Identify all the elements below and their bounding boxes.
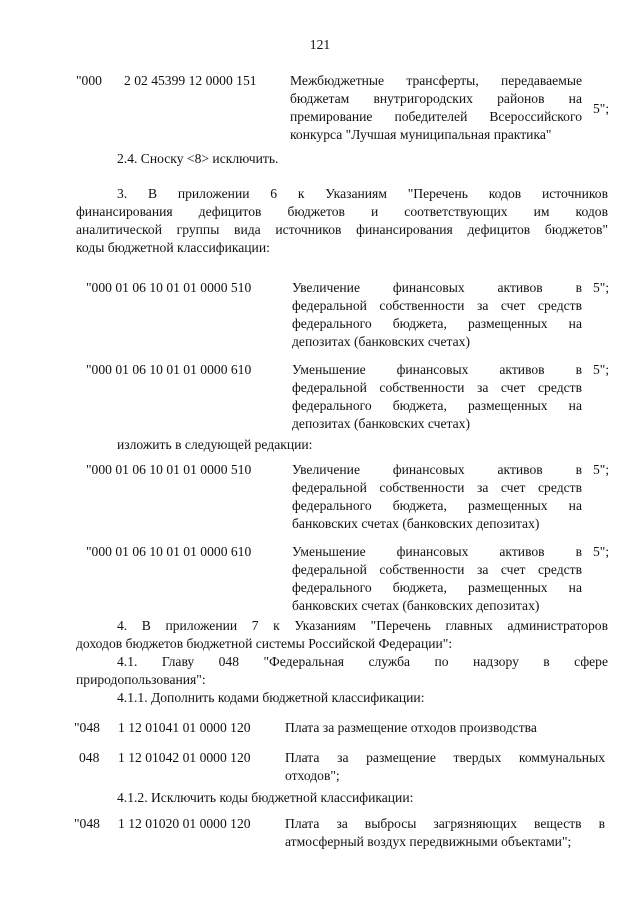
budget-code: 1 12 01042 01 0000 120 xyxy=(118,750,251,765)
table-tail: 5"; xyxy=(593,544,610,559)
code-description-line: Увеличение финансовых активов в xyxy=(292,280,582,295)
budget-code: "000 01 06 10 01 01 0000 510 xyxy=(86,280,252,295)
table-tail: 5"; xyxy=(593,362,610,377)
page-number: 121 xyxy=(309,37,331,52)
paragraph: 4.1.1. Дополнить кодами бюджетной классификации: xyxy=(117,690,425,705)
admin-code: "000 xyxy=(76,73,102,88)
budget-code: "000 01 06 10 01 01 0000 610 xyxy=(86,362,252,377)
table-tail: 5"; xyxy=(593,462,610,477)
paragraph-line: финансирования дефицитов бюджетов и соответствующих им кодов xyxy=(76,204,608,219)
code-description-line: банковских счетах (банковских депозитах) xyxy=(292,516,540,531)
code-description-line: депозитах (банковских счетах) xyxy=(292,334,471,349)
code-description-line: Уменьшение финансовых активов в xyxy=(292,544,582,559)
paragraph-line: доходов бюджетов бюджетной системы Российской Федерации": xyxy=(76,636,453,651)
code-description-line: конкурса "Лучшая муниципальная практика" xyxy=(290,127,552,142)
paragraph-line: 3. В приложении 6 к Указаниям "Перечень кодов источников xyxy=(117,186,608,201)
code-description-line: премирование победителей Всероссийского xyxy=(290,109,582,124)
code-description-line: федерального бюджета, размещенных на xyxy=(292,398,582,413)
code-description-line: Плата за размещение отходов производства xyxy=(285,720,537,735)
admin-code: 048 xyxy=(79,750,100,765)
code-description-line: отходов"; xyxy=(285,768,340,783)
budget-code: 1 12 01041 01 0000 120 xyxy=(118,720,251,735)
code-description-line: федерального бюджета, размещенных на xyxy=(292,498,582,513)
budget-code: "000 01 06 10 01 01 0000 610 xyxy=(86,544,252,559)
code-description-line: федерального бюджета, размещенных на xyxy=(292,316,582,331)
code-description-line: федерального бюджета, размещенных на xyxy=(292,580,582,595)
paragraph-line: аналитической группы вида источников финансирования дефицитов бюджетов" xyxy=(76,222,608,237)
code-description-line: Увеличение финансовых активов в xyxy=(292,462,582,477)
table-tail: 5"; xyxy=(593,280,610,295)
code-description-line: Плата за размещение твердых коммунальных xyxy=(285,750,605,765)
code-description-line: федеральной собственности за счет средств xyxy=(292,562,582,577)
code-description-line: депозитах (банковских счетах) xyxy=(292,416,471,431)
code-description-line: федеральной собственности за счет средств xyxy=(292,380,582,395)
code-description-line: банковских счетах (банковских депозитах) xyxy=(292,598,540,613)
code-description-line: федеральной собственности за счет средств xyxy=(292,298,582,313)
paragraph: 2.4. Сноску <8> исключить. xyxy=(117,151,279,166)
budget-code: 2 02 45399 12 0000 151 xyxy=(124,73,257,88)
paragraph-line: коды бюджетной классификации: xyxy=(76,240,270,255)
code-description-line: бюджетам внутригородских районов на xyxy=(290,91,582,106)
code-description-line: Уменьшение финансовых активов в xyxy=(292,362,582,377)
budget-code: "000 01 06 10 01 01 0000 510 xyxy=(86,462,252,477)
paragraph: изложить в следующей редакции: xyxy=(117,437,313,452)
code-description-line: атмосферный воздух передвижными объектами"; xyxy=(285,834,572,849)
code-description-line: Плата за выбросы загрязняющих веществ в xyxy=(285,816,605,831)
code-description-line: федеральной собственности за счет средств xyxy=(292,480,582,495)
budget-code: 1 12 01020 01 0000 120 xyxy=(118,816,251,831)
admin-code: "048 xyxy=(74,816,100,831)
paragraph-line: 4. В приложении 7 к Указаниям "Перечень главных администраторов xyxy=(117,618,608,633)
admin-code: "048 xyxy=(74,720,100,735)
paragraph-line: 4.1. Главу 048 "Федеральная служба по надзору в сфере xyxy=(117,654,608,669)
paragraph-line: природопользования": xyxy=(76,672,206,687)
table-tail: 5"; xyxy=(593,101,610,116)
paragraph: 4.1.2. Исключить коды бюджетной классификации: xyxy=(117,790,414,805)
code-description-line: Межбюджетные трансферты, передаваемые xyxy=(290,73,582,88)
